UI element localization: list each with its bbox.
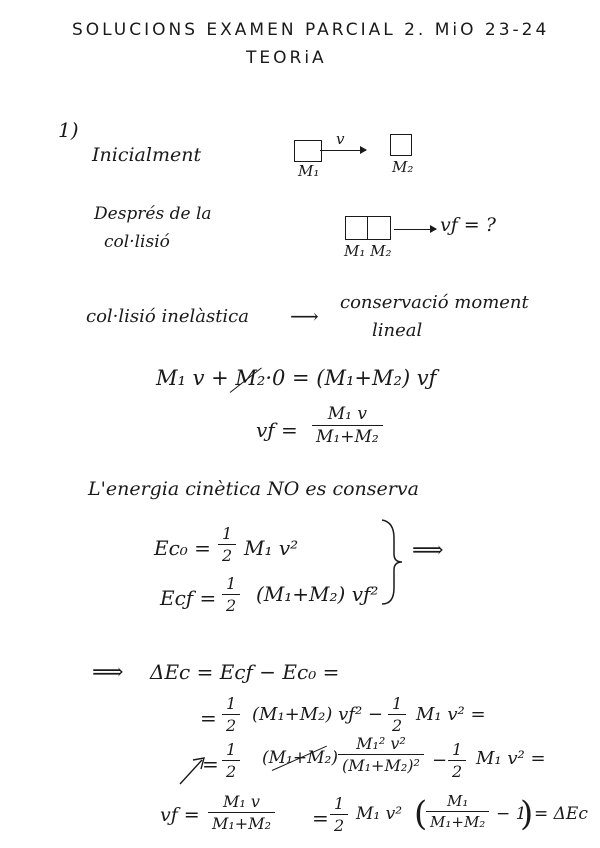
vf-fraction xyxy=(312,404,383,447)
mass2-label: M₂ xyxy=(392,158,414,176)
half-num: 1 xyxy=(392,694,403,713)
delta-line4-a: M₁ v² xyxy=(356,804,403,824)
side-note-den: M₁+M₂ xyxy=(212,814,271,833)
line4-inner-den: M₁+M₂ xyxy=(430,813,486,831)
delta-line4-eq: = xyxy=(312,806,329,830)
mass1-box xyxy=(294,140,322,162)
delta-line3-eq: = xyxy=(202,752,219,776)
half-den: 2 xyxy=(226,716,237,735)
ec0-lhs: Ec₀ = xyxy=(154,536,211,560)
half-num: 1 xyxy=(226,694,237,713)
delta-line3-c: M₁ v² = xyxy=(476,748,546,769)
ec0-half-den: 2 xyxy=(222,546,233,565)
half-den: 2 xyxy=(452,762,463,781)
half-bar xyxy=(222,714,240,715)
combined-mass-divider xyxy=(367,216,368,240)
collision-arrow: ⟶ xyxy=(290,304,319,328)
half-bar xyxy=(330,814,348,815)
paren-open: ( xyxy=(414,794,428,834)
ec0-half-num: 1 xyxy=(222,524,233,543)
delta-line3-half-b xyxy=(448,740,466,781)
vf-fraction-bar xyxy=(312,425,383,426)
ecf-half-bar xyxy=(222,594,240,595)
vf-numerator: M₁ v xyxy=(327,404,367,424)
ecf-half-den: 2 xyxy=(226,596,237,615)
delta-line4-inner-fraction xyxy=(426,792,489,831)
right-brace xyxy=(378,518,408,606)
vf-lhs: vƒ = xyxy=(256,418,298,442)
half-num: 1 xyxy=(452,740,463,759)
line3-bar xyxy=(338,754,424,755)
collision-type: col·lisió inelàstica xyxy=(86,306,249,327)
ecf-rhs: (M₁+M₂) vƒ² xyxy=(256,582,379,606)
half-bar xyxy=(388,714,406,715)
half-den: 2 xyxy=(334,816,345,835)
momentum-equation: M₁ v + M₂·0 = (M₁+M₂) vƒ xyxy=(156,366,437,390)
half-num: 1 xyxy=(226,740,237,759)
line4-inner-num: M₁ xyxy=(446,792,469,810)
ec0-half xyxy=(218,524,236,565)
delta-line3-fraction xyxy=(338,734,424,775)
delta-line2-b: M₁ v² = xyxy=(416,704,486,725)
side-note-lhs: vƒ = xyxy=(160,804,200,826)
mass2-box xyxy=(390,134,412,156)
page-title: SOLUCIONS EXAMEN PARCIAL 2. MiO 23-24 xyxy=(72,20,550,40)
delta-line3-a: (M₁+M₂) xyxy=(262,748,338,768)
line3-den: (M₁+M₂)² xyxy=(342,756,420,775)
half-num: 1 xyxy=(334,794,345,813)
initial-label: Inicialment xyxy=(92,144,202,166)
combined-mass-box xyxy=(345,216,391,240)
half-den: 2 xyxy=(392,716,403,735)
final-velocity-question: vƒ = ? xyxy=(440,214,496,236)
delta-line2-eq: = xyxy=(200,706,217,730)
mass1-label: M₁ xyxy=(298,162,320,180)
delta-implies: ⟹ xyxy=(92,660,124,685)
delta-line4-minus: − 1 xyxy=(496,804,527,824)
energy-statement: L'energia cinètica NO es conserva xyxy=(88,478,419,500)
velocity-label: v xyxy=(336,130,345,148)
delta-line2-a: (M₁+M₂) vƒ² − xyxy=(252,704,383,725)
final-velocity-arrow xyxy=(394,229,436,230)
side-note-bar xyxy=(208,812,275,813)
half-den: 2 xyxy=(226,762,237,781)
after-label-line1: Després de la xyxy=(94,204,212,224)
combined-mass-labels: M₁ M₂ xyxy=(344,242,392,260)
delta-line2-half-b xyxy=(388,694,406,735)
delta-line1: ΔEc = Ecƒ − Ec₀ = xyxy=(150,660,340,684)
brace-implies-arrow: ⟹ xyxy=(412,538,444,563)
delta-line3-minus: − xyxy=(432,750,448,771)
delta-line4-half xyxy=(330,794,348,835)
delta-line4-result: = ΔEc xyxy=(534,804,588,824)
page-subtitle: TEORiA xyxy=(246,48,327,68)
ecf-half xyxy=(222,574,240,615)
side-note-fraction xyxy=(208,792,275,833)
ec0-half-bar xyxy=(218,544,236,545)
ecf-half-num: 1 xyxy=(226,574,237,593)
delta-line3-half xyxy=(222,740,240,781)
after-label-line2: col·lisió xyxy=(104,232,170,252)
line4-inner-bar xyxy=(426,811,489,812)
problem-number: 1) xyxy=(58,118,79,142)
conservation-line1: conservació moment xyxy=(340,292,529,313)
vf-denominator: M₁+M₂ xyxy=(316,427,379,447)
line3-num: M₁² v² xyxy=(356,734,406,753)
delta-line2-half-a xyxy=(222,694,240,735)
half-bar xyxy=(448,760,466,761)
conservation-line2: lineal xyxy=(372,320,423,341)
velocity-arrow xyxy=(320,150,366,151)
paren-close: ) xyxy=(520,794,534,834)
ec0-rhs: M₁ v² xyxy=(244,536,299,560)
side-note-num: M₁ v xyxy=(223,792,260,811)
half-bar xyxy=(222,760,240,761)
ecf-lhs: Ecƒ = xyxy=(160,586,217,610)
